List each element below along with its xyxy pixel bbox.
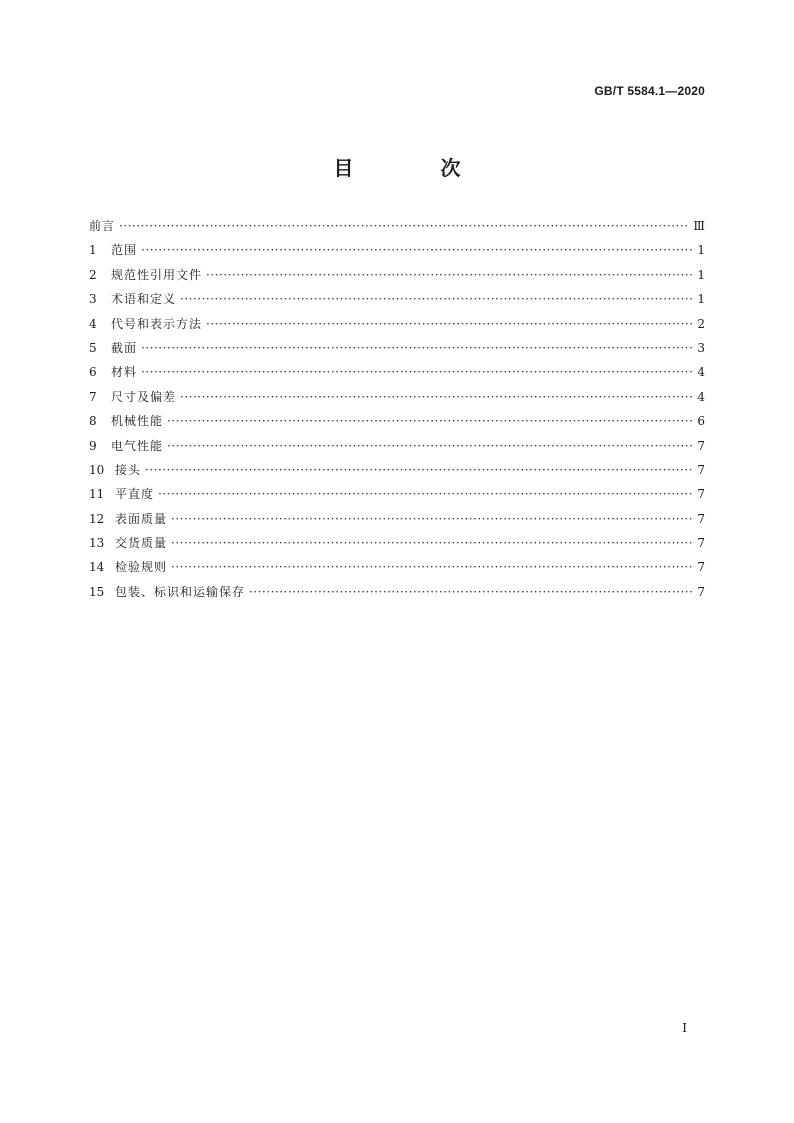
toc-entry-title: 尺寸及偏差 <box>111 389 177 404</box>
toc-entry-title: 范围 <box>111 243 138 258</box>
toc-leader-dots <box>206 263 693 287</box>
toc-entry-title: 包装、标识和运输保存 <box>115 584 246 599</box>
toc-leader-dots <box>167 409 693 433</box>
toc-entry-title: 前言 <box>89 219 116 233</box>
toc-entry-page: 7 <box>697 536 705 551</box>
toc-entry-1[interactable] <box>89 238 705 262</box>
toc-entry-number: 11 <box>89 487 105 502</box>
toc-entry-page: 7 <box>697 462 705 477</box>
toc-leader-dots <box>141 360 693 384</box>
toc-entry-number: 2 <box>89 267 97 282</box>
toc-entry-6[interactable] <box>89 360 705 384</box>
toc-entry-5[interactable] <box>89 336 705 360</box>
toc-leader-dots <box>249 580 693 604</box>
toc-entry-page: 1 <box>697 267 705 282</box>
toc-entry-number: 7 <box>89 389 97 404</box>
toc-entry-3[interactable] <box>89 287 705 311</box>
toc-entry-page: 4 <box>697 389 705 404</box>
toc-entry-page: 7 <box>697 438 705 453</box>
toc-entry-title: 机械性能 <box>111 414 164 429</box>
toc-entry-13[interactable] <box>89 531 705 555</box>
toc-entry-page: 7 <box>697 584 705 599</box>
toc-entry-page: 7 <box>697 511 705 526</box>
toc-entry-number: 13 <box>89 536 105 551</box>
toc-entry-number: 12 <box>89 511 105 526</box>
toc-leader-dots <box>141 336 693 360</box>
toc-entry-number: 3 <box>89 292 97 307</box>
toc-entry-15[interactable] <box>89 580 705 604</box>
toc-leader-dots <box>180 287 693 311</box>
toc-entry-12[interactable] <box>89 507 705 531</box>
toc-entry-number: 8 <box>89 414 97 429</box>
toc-entry-title: 规范性引用文件 <box>111 267 203 282</box>
toc-entry-number: 10 <box>89 462 105 477</box>
toc-leader-dots <box>141 238 693 262</box>
toc-entry-title: 术语和定义 <box>111 292 177 307</box>
toc-entry-page: Ⅲ <box>693 219 705 233</box>
toc-entry-11[interactable] <box>89 482 705 506</box>
toc-entry-10[interactable] <box>89 458 705 482</box>
toc-leader-dots <box>180 385 693 409</box>
page-number: Ⅰ <box>682 1021 687 1035</box>
toc-entry-page: 4 <box>697 365 705 380</box>
toc-entry-number: 9 <box>89 438 97 453</box>
toc-entry-title: 交货质量 <box>115 536 168 551</box>
toc-entry-page: 1 <box>697 292 705 307</box>
page-title: 目 次 <box>333 156 501 180</box>
toc-entry-title: 代号和表示方法 <box>111 316 203 331</box>
toc-entry-8[interactable] <box>89 409 705 433</box>
toc-entry-7[interactable] <box>89 385 705 409</box>
toc-leader-dots <box>171 531 693 555</box>
toc-entry-title: 截面 <box>111 340 138 355</box>
toc-entry-number: 5 <box>89 340 97 355</box>
toc-entry-number: 1 <box>89 243 97 258</box>
toc-entry-page: 1 <box>697 243 705 258</box>
toc-entry-14[interactable] <box>89 555 705 579</box>
toc-entry-page: 7 <box>697 487 705 502</box>
toc-entry-4[interactable] <box>89 312 705 336</box>
toc-entry-2[interactable] <box>89 263 705 287</box>
toc-leader-dots <box>167 434 693 458</box>
toc-entry-title: 表面质量 <box>115 511 168 526</box>
toc-entry-page: 6 <box>697 414 705 429</box>
toc-leader-dots <box>145 458 693 482</box>
toc-leader-dots <box>171 555 693 579</box>
toc-entry-number: 14 <box>89 560 105 575</box>
toc-entry-title: 材料 <box>111 365 138 380</box>
toc-entry-title: 平直度 <box>115 487 155 502</box>
standard-number: GB/T 5584.1—2020 <box>594 84 705 98</box>
toc-entry-number: 6 <box>89 365 97 380</box>
toc-entry-9[interactable] <box>89 434 705 458</box>
toc-entry-foreword[interactable] <box>89 214 705 238</box>
toc-entry-page: 2 <box>697 316 705 331</box>
toc-entry-page: 3 <box>697 340 705 355</box>
toc-entry-page: 7 <box>697 560 705 575</box>
toc-entry-title: 电气性能 <box>111 438 164 453</box>
toc-leader-dots <box>206 312 693 336</box>
toc-entry-number: 15 <box>89 584 105 599</box>
toc-entry-number: 4 <box>89 316 97 331</box>
toc-leader-dots <box>119 214 689 238</box>
toc-entry-title: 检验规则 <box>115 560 168 575</box>
toc-leader-dots <box>171 507 693 531</box>
table-of-contents <box>89 214 705 604</box>
toc-leader-dots <box>158 482 693 506</box>
toc-entry-title: 接头 <box>115 462 142 477</box>
